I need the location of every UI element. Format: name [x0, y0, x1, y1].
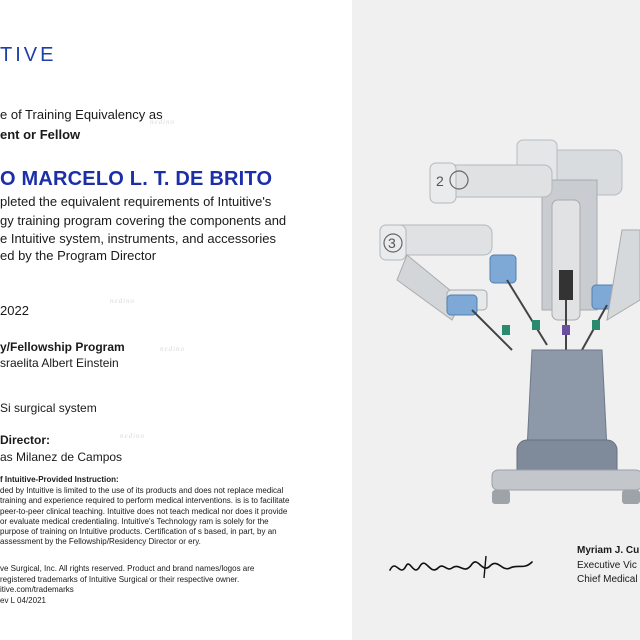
signatory-title-2: Chief Medical [577, 574, 638, 585]
legal-copyright: ve Surgical, Inc. All rights reserved. Product and brand names/logos are registered trademarks of Intuitive Surgical or their respective owner. itive.com/trademarks [0, 564, 255, 594]
director-heading: Director: [0, 433, 51, 447]
director-value: as Milanez de Campos [0, 450, 123, 464]
watermark: nedino [160, 345, 186, 353]
certificate-date: 2022 [0, 303, 29, 318]
watermark: nedino [110, 297, 136, 305]
certificate-title-line1: e of Training Equivalency as [0, 107, 163, 122]
arm-label-2: 2 [436, 173, 444, 189]
handwritten-signature [386, 548, 546, 588]
scope-heading: f Intuitive-Provided Instruction: [0, 475, 119, 484]
signatory-name: Myriam J. Cu [577, 545, 640, 556]
program-heading: y/Fellowship Program [0, 340, 125, 354]
system-value: Si surgical system [0, 401, 97, 415]
certificate-title-line2: ent or Fellow [0, 127, 81, 142]
program-value: sraelita Albert Einstein [0, 356, 119, 370]
body-line-2: gy training program covering the components and [0, 213, 287, 228]
arm-label-3: 3 [388, 235, 396, 251]
brand-logo-text: TIVE [0, 44, 57, 66]
body-line-3: e Intuitive system, instruments, and accessories [0, 231, 277, 246]
signatory-title-1: Executive Vic [577, 560, 637, 571]
watermark: nedino [120, 432, 146, 440]
body-line-4: ed by the Program Director [0, 248, 157, 263]
legal-text [0, 564, 290, 606]
revision-code: ev L 04/2021 [0, 595, 46, 605]
recipient-name: O MARCELO L. T. DE BRITO [0, 168, 273, 190]
watermark: nedino [150, 118, 176, 126]
body-line-1: pleted the equivalent requirements of Intuitive's [0, 194, 272, 209]
scope-paragraph: ded by Intuitive is limited to the use of its products and does not replace medical training and experience required to perform medical interventions. is is to facilitate peer-to-peer clinical teaching. Intuitive does not teach medical nor does it provide or evaluate medical credentialing. Intuitive's Technology ram is solely for the purpose of training on Intuitive products. Certification of s based, in part, by an assessment by the Fellowship/Residency Director or ery. [0, 486, 290, 547]
robot-image-panel [352, 0, 640, 640]
surgical-robot-illustration [352, 0, 640, 640]
